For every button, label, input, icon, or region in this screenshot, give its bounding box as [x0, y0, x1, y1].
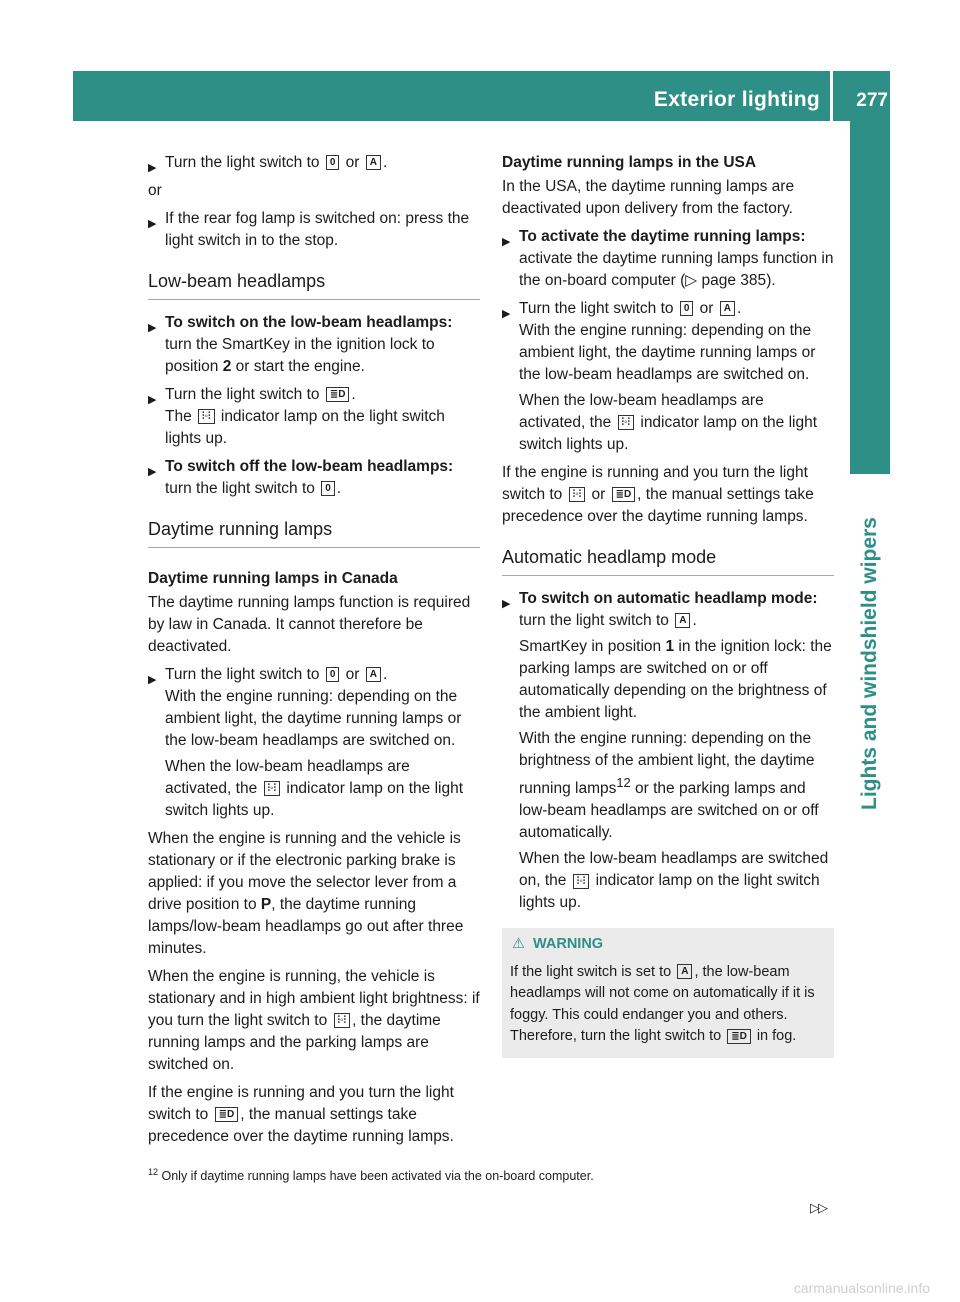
- lowbeam-icon: ≣D: [215, 1107, 239, 1122]
- auto-icon: A: [720, 301, 735, 316]
- arrow-icon: ▶: [148, 674, 157, 686]
- paragraph: The daytime running lamps function is required by law in Canada. It cannot therefore be deactivated.: [148, 594, 471, 655]
- step: ▶ Turn the light switch to 0 or A .: [148, 152, 480, 174]
- parking-lamp-icon: ⫶◦⫶: [264, 781, 281, 796]
- header-separator: [830, 71, 833, 121]
- right-column: [502, 152, 834, 1058]
- page-reference[interactable]: ▷ page 385: [685, 272, 767, 289]
- paragraph: When the engine is running and the vehicle is stationary or if the electronic parking brake is applied: if you move the selector lever from a drive position to P, the daytime running lamps/low-beam headlamps go out after three minutes.: [148, 830, 464, 957]
- parking-lamp-icon: ⫶◦⫶: [618, 415, 635, 430]
- section-heading: Daytime running lamps: [148, 518, 480, 548]
- auto-icon: A: [677, 964, 692, 979]
- watermark: carmanualsonline.info: [793, 1280, 930, 1296]
- section-heading: Automatic headlamp mode: [502, 546, 834, 576]
- step: ▶ Turn the light switch to ≣D . The ⫶◦⫶ indicator lamp on the light switch lights up.: [148, 386, 445, 447]
- page-header: [73, 71, 890, 121]
- or-text: or: [148, 182, 162, 199]
- arrow-icon: ▶: [502, 308, 511, 320]
- arrow-icon: ▶: [148, 466, 157, 478]
- chapter-title: Exterior lighting: [653, 88, 820, 111]
- warning-icon: ⚠: [512, 936, 525, 953]
- side-label: Lights and windshield wipers: [858, 517, 881, 810]
- side-tab: [850, 121, 890, 474]
- warning-box: [502, 928, 834, 1058]
- lowbeam-icon: ≣D: [612, 487, 636, 502]
- lowbeam-icon: ≣D: [326, 387, 350, 402]
- warning-title: WARNING: [533, 936, 604, 953]
- arrow-icon: ▶: [148, 322, 157, 334]
- warning-text: If the light switch is set to A , the low-beam headlamps will not come on automatically if it is foggy. This could endanger you and others. Therefore, turn the light switch to ≣D in fog.: [510, 963, 815, 1045]
- parking-lamp-icon: ⫶◦⫶: [569, 487, 586, 502]
- step: ▶ Turn the light switch to 0 or A . With the engine running: depending on the ambient light, the daytime running lamps or the low-beam headlamps are switched on. When the low-beam headlamps are activated, the ⫶◦⫶ indicator lamp on the light switch lights up.: [502, 300, 817, 453]
- lowbeam-icon: ≣D: [727, 1029, 751, 1044]
- section-heading: Low-beam headlamps: [148, 270, 480, 300]
- continue-icon: ▷▷: [810, 1200, 826, 1215]
- off-icon: 0: [321, 481, 335, 496]
- arrow-icon: ▶: [148, 218, 157, 230]
- paragraph: If the engine is running and you turn the light switch to ≣D , the manual settings take precedence over the daytime running lamps.: [148, 1084, 454, 1145]
- step: ▶ To switch off the low-beam headlamps: turn the light switch to 0 .: [148, 458, 454, 497]
- step: ▶ To switch on automatic headlamp mode: turn the light switch to A . SmartKey in position 1 in the ignition lock: the parking lamps are switched on or off automatically depending on the brightness of the ambient light. With the engine running: depending on the brightness of the ambient light, the daytime running lamps$^{12}$ or the parking lamps and low-beam headlamps are switched on or off automatically. When the low-beam headlamps are switched on, the ⫶◦⫶ indicator lamp on the light switch lights up.: [502, 590, 832, 912]
- paragraph: In the USA, the daytime running lamps are deactivated upon delivery from the factory.: [502, 178, 795, 217]
- parking-lamp-icon: ⫶◦⫶: [573, 874, 590, 889]
- parking-lamp-icon: ⫶◦⫶: [198, 409, 215, 424]
- paragraph: When the engine is running, the vehicle is stationary and in high ambient light brightness: if you turn the light switch to ⫶◦⫶ , the daytime running lamps and the parking lamps are switched on.: [148, 968, 480, 1073]
- auto-icon: A: [366, 667, 381, 682]
- off-icon: 0: [680, 301, 694, 316]
- auto-icon: A: [675, 613, 690, 628]
- arrow-icon: ▶: [502, 236, 511, 248]
- off-icon: 0: [326, 667, 340, 682]
- footnote-ref: 12: [616, 775, 631, 790]
- step: ▶ If the rear fog lamp is switched on: press the light switch in to the stop.: [148, 210, 470, 249]
- page-number: 277: [856, 90, 888, 111]
- arrow-icon: ▶: [148, 394, 157, 406]
- arrow-icon: ▶: [502, 598, 511, 610]
- subsection-heading: Daytime running lamps in the USA: [502, 154, 757, 171]
- parking-lamp-icon: ⫶◦⫶: [334, 1013, 351, 1028]
- step: ▶ To activate the daytime running lamps: activate the daytime running lamps function in the on-board computer (▷ page 385).: [502, 228, 834, 289]
- footnote: $^{12}$ Only if daytime running lamps have been activated via the on-board computer.: [148, 1167, 594, 1184]
- arrow-icon: ▶: [148, 162, 157, 174]
- step: ▶ To switch on the low-beam headlamps: turn the SmartKey in the ignition lock to position 2 or start the engine.: [148, 314, 453, 375]
- subsection-heading: Daytime running lamps in Canada: [148, 570, 398, 587]
- left-column: [148, 152, 480, 1154]
- paragraph: If the engine is running and you turn the light switch to ⫶◦⫶ or ≣D , the manual settings take precedence over the daytime running lamps.: [502, 464, 814, 525]
- step: ▶ Turn the light switch to 0 or A . With the engine running: depending on the ambient light, the daytime running lamps or the low-beam headlamps are switched on. When the low-beam headlamps are activated, the ⫶◦⫶ indicator lamp on the light switch lights up.: [148, 666, 463, 819]
- auto-icon: A: [366, 155, 381, 170]
- off-icon: 0: [326, 155, 340, 170]
